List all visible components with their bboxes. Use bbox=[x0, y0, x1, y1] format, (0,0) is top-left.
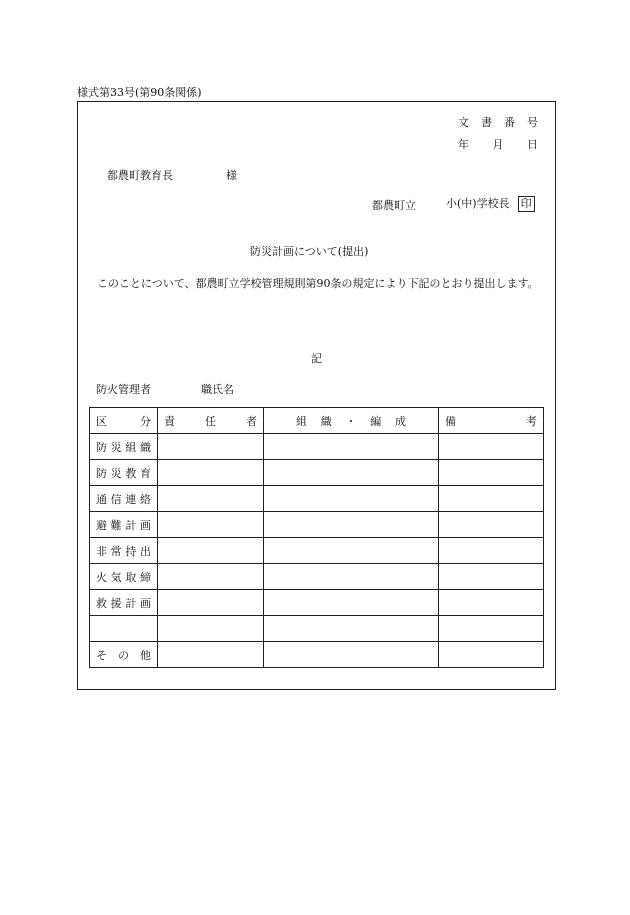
table-row bbox=[90, 590, 544, 616]
responsible-cell[interactable] bbox=[158, 434, 264, 460]
responsible-cell[interactable] bbox=[158, 512, 264, 538]
position-name-label: 職氏名 bbox=[201, 383, 234, 396]
header-char: 責 bbox=[164, 414, 175, 428]
header-category bbox=[90, 408, 158, 434]
category-char: 難 bbox=[110, 518, 122, 532]
remarks-cell[interactable] bbox=[439, 460, 544, 486]
responsible-cell[interactable] bbox=[158, 564, 264, 590]
row-category-label bbox=[90, 538, 158, 564]
row-category-label bbox=[90, 434, 158, 460]
remarks-cell[interactable] bbox=[439, 512, 544, 538]
responsible-cell[interactable] bbox=[158, 460, 264, 486]
category-char: 計 bbox=[125, 596, 137, 610]
table-body bbox=[90, 434, 544, 668]
row-category-label bbox=[90, 590, 158, 616]
year-label: 年 bbox=[458, 138, 469, 151]
header-char: 分 bbox=[140, 414, 151, 428]
remarks-cell[interactable] bbox=[439, 434, 544, 460]
row-category-label bbox=[90, 642, 158, 668]
category-char: の bbox=[118, 648, 129, 662]
category-char: 常 bbox=[110, 544, 122, 558]
header-char: 成 bbox=[395, 414, 406, 428]
seal-mark: 印 bbox=[518, 196, 535, 212]
day-label: 日 bbox=[527, 138, 538, 151]
month-label: 月 bbox=[492, 138, 504, 151]
table-row bbox=[90, 434, 544, 460]
remarks-cell[interactable] bbox=[439, 616, 544, 642]
remarks-cell[interactable] bbox=[439, 486, 544, 512]
category-char: 防 bbox=[96, 466, 107, 480]
responsible-cell[interactable] bbox=[158, 486, 264, 512]
addressee: 都農町教育長 bbox=[107, 169, 173, 182]
category-char: 画 bbox=[139, 596, 151, 610]
organization-cell[interactable] bbox=[264, 590, 439, 616]
category-char: 締 bbox=[139, 570, 151, 584]
category-char: 出 bbox=[139, 544, 151, 558]
category-char: そ bbox=[96, 648, 107, 662]
disaster-plan-table bbox=[89, 407, 544, 668]
sender-school-label: 小(中)学校長 bbox=[446, 197, 510, 210]
responsible-cell[interactable] bbox=[158, 616, 264, 642]
organization-cell[interactable] bbox=[264, 642, 439, 668]
header-char: 区 bbox=[96, 414, 107, 428]
category-char: 織 bbox=[139, 440, 151, 454]
category-char: 育 bbox=[139, 466, 151, 480]
header-char: 編 bbox=[370, 414, 382, 428]
remarks-cell[interactable] bbox=[439, 564, 544, 590]
sender-school bbox=[446, 195, 535, 212]
row-category-label bbox=[90, 564, 158, 590]
category-char: 教 bbox=[125, 466, 137, 480]
organization-cell[interactable] bbox=[264, 564, 439, 590]
table-row bbox=[90, 486, 544, 512]
organization-cell[interactable] bbox=[264, 434, 439, 460]
header-char: 織 bbox=[320, 414, 332, 428]
sender-prefix: 都農町立 bbox=[372, 199, 416, 212]
row-category-label bbox=[90, 486, 158, 512]
category-char: 災 bbox=[110, 440, 122, 454]
document-number-label bbox=[458, 114, 538, 130]
responsible-cell[interactable] bbox=[158, 642, 264, 668]
organization-cell[interactable] bbox=[264, 616, 439, 642]
category-char: 援 bbox=[110, 596, 122, 610]
organization-cell[interactable] bbox=[264, 486, 439, 512]
category-char: 避 bbox=[96, 518, 107, 532]
organization-cell[interactable] bbox=[264, 512, 439, 538]
doc-number-char: 番 bbox=[504, 116, 515, 129]
header-char: 備 bbox=[445, 414, 456, 428]
header-char: 考 bbox=[526, 414, 537, 428]
doc-number-char: 号 bbox=[527, 116, 538, 129]
row-category-label bbox=[90, 616, 158, 642]
document-title: 防災計画について(提出) bbox=[250, 245, 369, 258]
table-row bbox=[90, 642, 544, 668]
responsible-cell[interactable] bbox=[158, 538, 264, 564]
table-row bbox=[90, 460, 544, 486]
table-header-row bbox=[90, 408, 544, 434]
category-char: 連 bbox=[125, 492, 137, 506]
remarks-cell[interactable] bbox=[439, 538, 544, 564]
category-char: 救 bbox=[96, 596, 107, 610]
header-char: 者 bbox=[246, 414, 257, 428]
body-text: このことについて、都農町立学校管理規則第90条の規定により下記のとおり提出します。 bbox=[97, 277, 539, 290]
header-remarks bbox=[439, 408, 544, 434]
organization-cell[interactable] bbox=[264, 538, 439, 564]
table-row bbox=[90, 616, 544, 642]
category-char: 災 bbox=[110, 466, 122, 480]
remarks-cell[interactable] bbox=[439, 642, 544, 668]
category-char: 絡 bbox=[139, 492, 151, 506]
table-row bbox=[90, 564, 544, 590]
category-char: 防 bbox=[96, 440, 107, 454]
category-char: 取 bbox=[125, 570, 137, 584]
table-row bbox=[90, 512, 544, 538]
date-label bbox=[458, 136, 538, 152]
ki-label: 記 bbox=[311, 352, 322, 365]
honorific: 様 bbox=[226, 169, 237, 182]
doc-number-char: 文 bbox=[458, 116, 469, 129]
organization-cell[interactable] bbox=[264, 460, 439, 486]
header-char: ・ bbox=[345, 414, 357, 428]
category-char: 画 bbox=[139, 518, 151, 532]
header-char: 組 bbox=[296, 414, 307, 428]
category-char: 他 bbox=[140, 648, 151, 662]
row-category-label bbox=[90, 512, 158, 538]
form-label: 様式第33号(第90条関係) bbox=[77, 86, 202, 99]
category-char: 非 bbox=[96, 544, 107, 558]
category-char: 火 bbox=[96, 570, 107, 584]
fire-manager-label: 防火管理者 bbox=[96, 383, 151, 396]
table-row bbox=[90, 538, 544, 564]
category-char: 組 bbox=[125, 440, 137, 454]
responsible-cell[interactable] bbox=[158, 590, 264, 616]
header-responsible bbox=[158, 408, 264, 434]
doc-number-char: 書 bbox=[481, 116, 492, 129]
category-char: 通 bbox=[96, 492, 107, 506]
category-char: 気 bbox=[110, 570, 122, 584]
header-char: 任 bbox=[205, 414, 216, 428]
category-char: 計 bbox=[125, 518, 137, 532]
category-char: 信 bbox=[110, 492, 122, 506]
category-char: 持 bbox=[125, 544, 137, 558]
row-category-label bbox=[90, 460, 158, 486]
remarks-cell[interactable] bbox=[439, 590, 544, 616]
header-organization bbox=[264, 408, 439, 434]
